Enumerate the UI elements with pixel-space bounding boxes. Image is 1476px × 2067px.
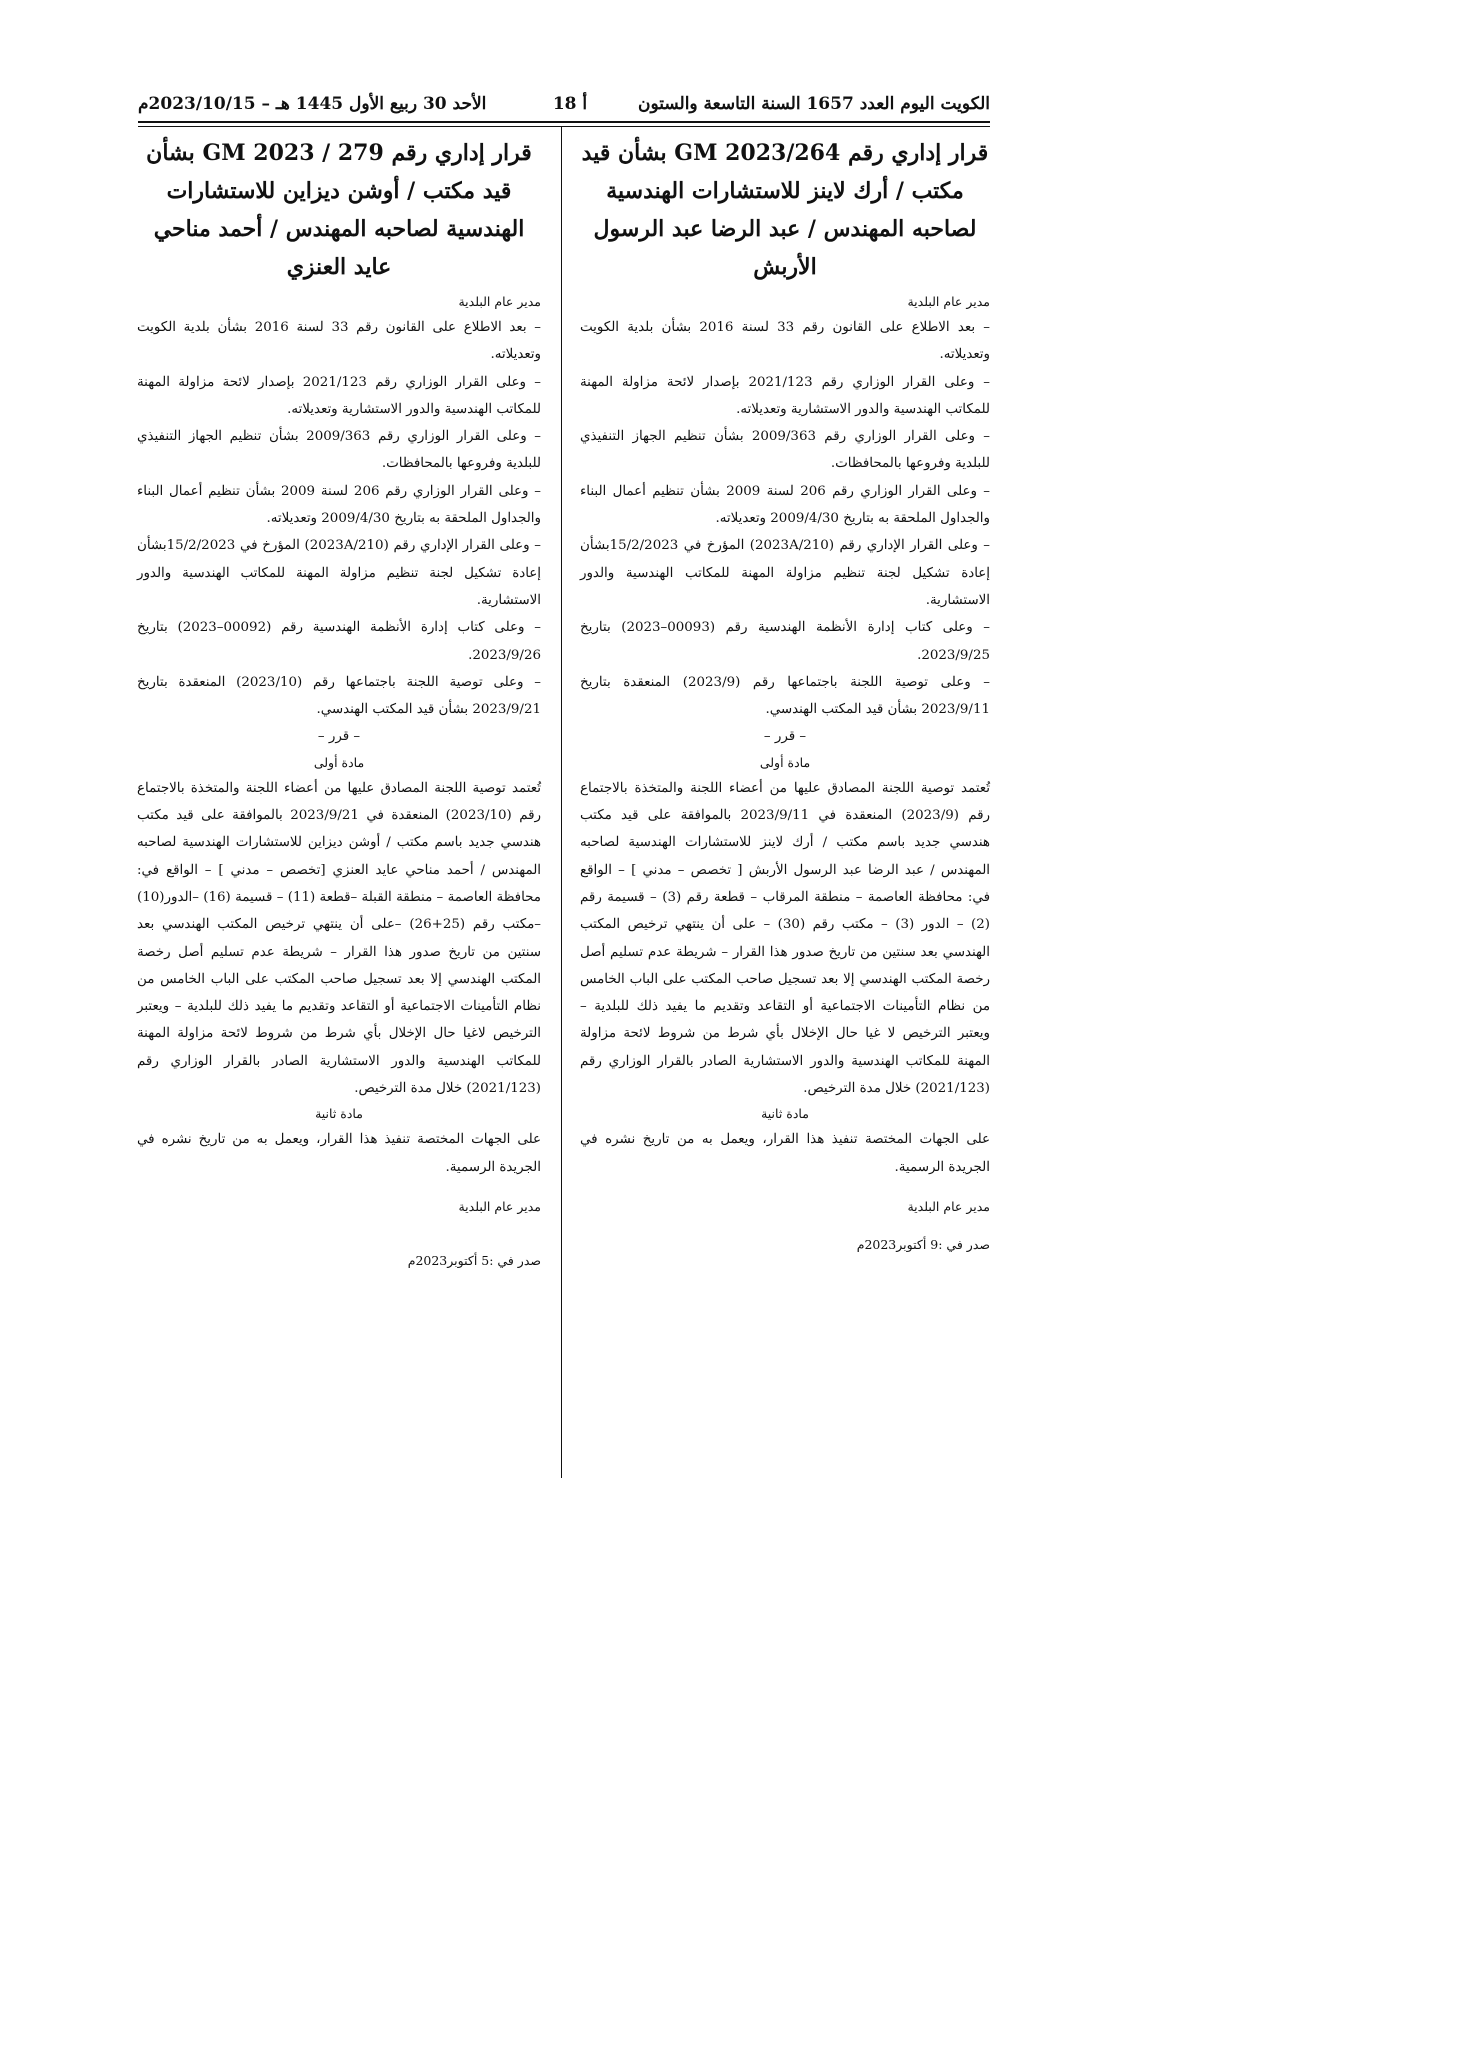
decided-heading: – قرر – [763, 729, 807, 745]
header-publication: الكويت اليوم العدد 1657 السنة التاسعة والستون [637, 94, 990, 114]
issuer: مدير عام البلدية [458, 294, 541, 309]
article-one-heading: مادة أولى [313, 754, 365, 770]
decision-title: قرار إداري رقم 279 / 2023 GM بشأن قيد مكتب / أوشن ديزاين للاستشارات الهندسية لصاحبه المهندس / أحمد مناحي عايد العنزي [146, 140, 532, 280]
preamble-item: – وعلى كتاب إدارة الأنظمة الهندسية رقم (00093–2023) بتاريخ 2023/9/25. [580, 620, 990, 663]
article-one-heading: مادة أولى [759, 754, 811, 770]
column-divider [561, 126, 562, 1478]
header-date: الأحد 30 ربيع الأول 1445 هـ – 2023/10/15م [138, 94, 487, 114]
decided-heading: – قرر – [317, 729, 361, 745]
issue-date: صدر في :5 أكتوبر2023م [407, 1252, 541, 1268]
article-two-text: على الجهات المختصة تنفيذ هذا القرار، ويعمل به من تاريخ نشره في الجريدة الرسمية. [580, 1132, 990, 1175]
preamble-item: – وعلى القرار الإداري رقم (2023A/210) المؤرخ في 15/2/2023بشأن إعادة تشكيل لجنة تنظيم مزاولة المهنة للمكاتب الهندسية والدور الاستشارية. [137, 538, 541, 608]
issue-date: صدر في :9 أكتوبر2023م [856, 1236, 990, 1252]
article-two-heading: مادة ثانية [315, 1106, 363, 1122]
signature: مدير عام البلدية [907, 1198, 990, 1214]
article-one-text: تُعتمد توصية اللجنة المصادق عليها من أعضاء اللجنة والمتخذة بالاجتماع رقم (2023/10) المنعقدة في 2023/9/21 بالموافقة على قيد مكتب هندسي جديد باسم مكتب / أوشن ديزاين للاستشارات الهندسية لصاحبه المهندس / أحمد مناحي عايد العنزي [تخصص – مدني ] – الواقع في: محافظة العاصمة – منطقة القبلة –قطعة (11) – قسيمة (16) –الدور(10) –مكتب رقم (25+26) –على أن ينتهي ترخيص المكتب الهندسي بعد سنتين من تاريخ صدور هذا القرار – شريطة عدم تسليم أصل رخصة المكتب الهندسي إلا بعد تسجيل صاحب المكتب على الباب الخامس من نظام التأمينات الاجتماعية أو التقاعد وتقديم ما يفيد ذلك للبلدية – ويعتبر الترخيص لاغيا حال الإخلال بأي شرط من شروط لائحة مزاولة المهنة للمكاتب الهندسية والدور الاستشارية الصادر بالقرار الوزاري رقم (2021/123) خلال مدة الترخيص. [137, 780, 541, 1097]
page-header [138, 94, 990, 118]
preamble-item: – وعلى القرار الوزاري رقم 2021/123 بإصدار لائحة مزاولة المهنة للمكاتب الهندسية والدور الاستشارية وتعديلاته. [137, 374, 542, 417]
header-rule-thick [138, 121, 990, 123]
decision-right-column [580, 134, 990, 1257]
preamble-item: – وعلى القرار الوزاري رقم 2009/363 بشأن تنظيم الجهاز التنفيذي للبلدية وفروعها بالمحافظات. [137, 429, 541, 472]
article-two-heading: مادة ثانية [761, 1106, 809, 1122]
header-page-number: أ 18 [552, 94, 588, 114]
decision-title: قرار إداري رقم GM 2023/264 بشأن قيد مكتب / أرك لاينز للاستشارات الهندسية لصاحبه المهندس / عبد الرضا عبد الرسول الأربش [581, 140, 989, 280]
signature: مدير عام البلدية [458, 1198, 541, 1214]
header-rule-thin [138, 126, 990, 127]
preamble-item: – وعلى توصية اللجنة باجتماعها رقم (2023/10) المنعقدة بتاريخ 2023/9/21 بشأن قيد المكتب الهندسي. [137, 674, 541, 718]
issuer: مدير عام البلدية [907, 294, 990, 309]
article-one-text: تُعتمد توصية اللجنة المصادق عليها من أعضاء اللجنة والمتخذة بالاجتماع رقم (2023/9) المنعقدة في 2023/9/11 بالموافقة على قيد مكتب هندسي جديد باسم مكتب / أرك لاينز للاستشارات الهندسية لصاحبه المهندس / عبد الرضا عبد الرسول الأربش [ تخصص – مدني ] – الواقع في: محافظة العاصمة – منطقة المرقاب – قطعة رقم (3) – قسيمة رقم (2) – الدور (3) – مكتب رقم (30) – على أن ينتهي ترخيص المكتب الهندسي بعد سنتين من تاريخ صدور هذا القرار – شريطة عدم تسليم أصل رخصة المكتب الهندسي إلا بعد تسجيل صاحب المكتب على الباب الخامس من نظام التأمينات الاجتماعية أو التقاعد وتقديم ما يفيد ذلك للبلدية – ويعتبر الترخيص لا غيا حال الإخلال بأي شرط من شروط لائحة مزاولة المهنة للمكاتب الهندسية والدور الاستشارية الصادر بالقرار الوزاري رقم (2021/123) خلال مدة الترخيص. [580, 780, 991, 1097]
article-two-text: على الجهات المختصة تنفيذ هذا القرار، ويعمل به من تاريخ نشره في الجريدة الرسمية. [137, 1132, 541, 1175]
preamble-item: – وعلى القرار الوزاري رقم 206 لسنة 2009 بشأن تنظيم أعمال البناء والجداول الملحقة به بتاريخ 2009/4/30 وتعديلاته. [137, 483, 541, 527]
preamble-item: – وعلى القرار الإداري رقم (2023A/210) المؤرخ في 15/2/2023بشأن إعادة تشكيل لجنة تنظيم مزاولة المهنة للمكاتب الهندسية والدور الاستشارية. [580, 538, 990, 608]
preamble-item: – بعد الاطلاع على القانون رقم 33 لسنة 2016 بشأن بلدية الكويت وتعديلاته. [580, 320, 990, 363]
preamble-item: – وعلى توصية اللجنة باجتماعها رقم (2023/9) المنعقدة بتاريخ 2023/9/11 بشأن قيد المكتب الهندسي. [580, 674, 990, 718]
preamble-item: – وعلى كتاب إدارة الأنظمة الهندسية رقم (00092–2023) بتاريخ 2023/9/26. [137, 620, 541, 663]
preamble-item: – وعلى القرار الوزاري رقم 2021/123 بإصدار لائحة مزاولة المهنة للمكاتب الهندسية والدور الاستشارية وتعديلاته. [580, 374, 991, 417]
preamble-item: – وعلى القرار الوزاري رقم 2009/363 بشأن تنظيم الجهاز التنفيذي للبلدية وفروعها بالمحافظات. [580, 429, 991, 472]
preamble-item: – بعد الاطلاع على القانون رقم 33 لسنة 2016 بشأن بلدية الكويت وتعديلاته. [137, 320, 541, 363]
preamble-item: – وعلى القرار الوزاري رقم 206 لسنة 2009 بشأن تنظيم أعمال البناء والجداول الملحقة به بتاريخ 2009/4/30 وتعديلاته. [580, 483, 991, 527]
decision-left-column [137, 134, 541, 1273]
